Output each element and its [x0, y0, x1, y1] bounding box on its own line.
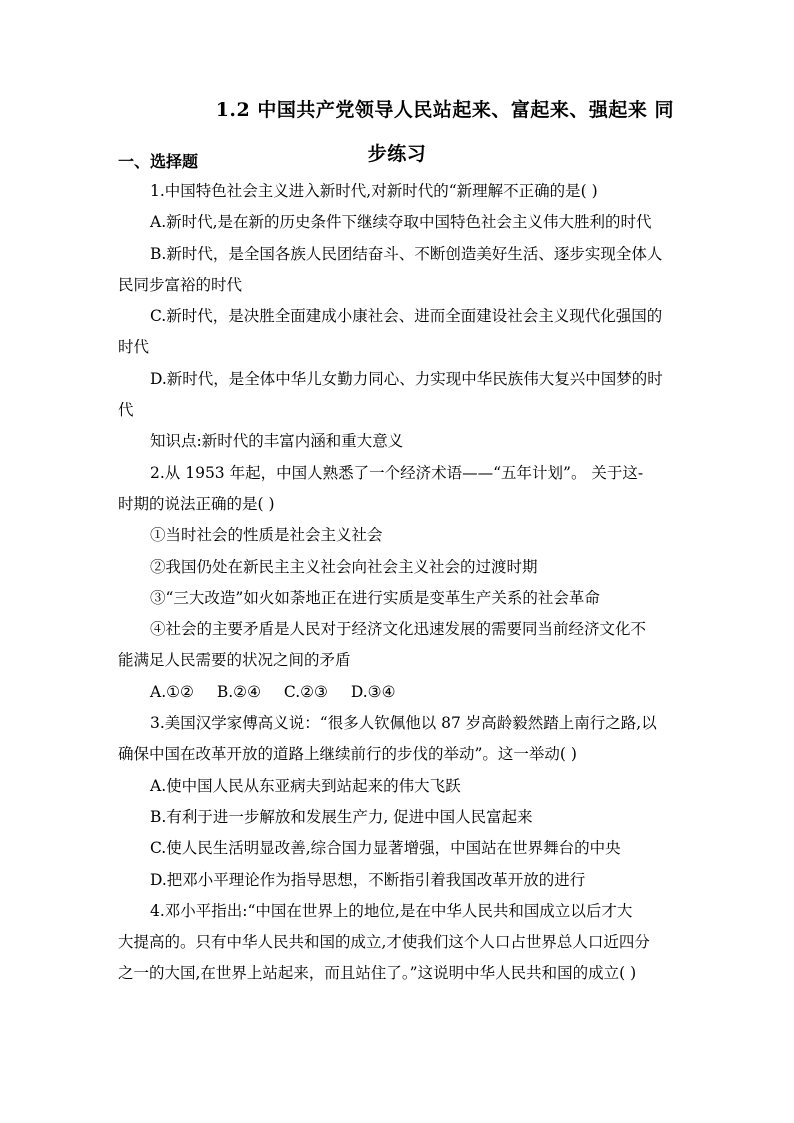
question-body — [118, 176, 678, 990]
question-2-option-c: C.②③ — [283, 682, 328, 701]
question-2-statement-4: ④社会的主要矛盾是人民对于经济文化迅速发展的需要同当前经济文化不 — [150, 620, 647, 639]
question-3-option-d: D.把邓小平理论作为指导思想，不断指引着我国改革开放的进行 — [150, 870, 586, 889]
question-1-option-b-cont: 民同步富裕的时代 — [118, 275, 243, 294]
question-4-stem-cont-2: 之一的大国,在世界上站起来，而且站住了。”这说明中华人民共和国的成立( ) — [118, 964, 637, 983]
question-1-option-c: C.新时代，是决胜全面建成小康社会、进而全面建设社会主义现代化强国的 — [150, 307, 663, 326]
knowledge-point: 知识点:新时代的丰富内涵和重大意义 — [150, 432, 404, 451]
question-2-option-d: D.③④ — [350, 682, 396, 701]
question-1-stem: 1.中国特色社会主义进入新时代,对新时代的“新理解不正确的是( ) — [150, 182, 598, 200]
document-title — [118, 88, 676, 176]
section-heading: 一、选择题 — [118, 152, 199, 171]
question-4-stem-cont-1: 大提高的。只有中华人民共和国的成立,才使我们这个人口占世界总人口近四分 — [118, 933, 650, 952]
document-title-line-1: 1.2 中国共产党领导人民站起来、富起来、强起来 同 — [215, 99, 674, 121]
question-2-stem-cont: 时期的说法正确的是( ) — [118, 494, 275, 513]
document-title-line-2: 步练习 — [367, 143, 427, 165]
question-2-statement-2: ②我国仍处在新民主主义社会向社会主义社会的过渡时期 — [150, 557, 538, 576]
question-2-statement-1: ①当时社会的性质是社会主义社会 — [150, 526, 383, 545]
question-1-option-a: A.新时代,是在新的历史条件下继续夺取中国特色社会主义伟大胜利的时代 — [150, 213, 652, 232]
question-3-option-c: C.使人民生活明显改善,综合国力显著增强，中国站在世界舞台的中央 — [150, 839, 621, 858]
question-3-option-b: B.有利于进一步解放和发展生产力, 促进中国人民富起来 — [150, 807, 533, 826]
question-2-options — [118, 677, 678, 708]
question-2-statement-4-cont: 能满足人民需要的状况之间的矛盾 — [118, 651, 351, 670]
question-1-option-b: B.新时代，是全国各族人民团结奋斗、不断创造美好生活、逐步实现全体人 — [150, 244, 663, 263]
question-3-stem: 3.美国汉学家傅高义说：“很多人钦佩他以 87 岁高龄毅然踏上南行之路,以 — [150, 714, 657, 733]
question-1-option-c-cont: 时代 — [118, 338, 150, 357]
question-2-statement-3: ③“三大改造”如火如荼地正在进行实质是变革生产关系的社会革命 — [150, 588, 600, 607]
question-2-option-a: A.①② — [150, 682, 194, 701]
question-2-option-b: B.②④ — [216, 682, 261, 701]
question-1-option-d: D.新时代，是全体中华儿女勤力同心、力实现中华民族伟大复兴中国梦的时 — [150, 369, 663, 388]
question-4-stem: 4.邓小平指出:“中国在世界上的地位,是在中华人民共和国成立以后才大 — [150, 901, 633, 920]
question-2-stem: 2.从 1953 年起，中国人熟悉了一个经济术语——“五年计划”。 关于这- — [150, 463, 644, 482]
question-3-stem-cont: 确保中国在改革开放的道路上继续前行的步伐的举动”。这一举动( ) — [118, 745, 577, 764]
question-3-option-a: A.使中国人民从东亚病夫到站起来的伟大飞跃 — [150, 776, 461, 795]
question-1-option-d-cont: 代 — [118, 401, 134, 420]
